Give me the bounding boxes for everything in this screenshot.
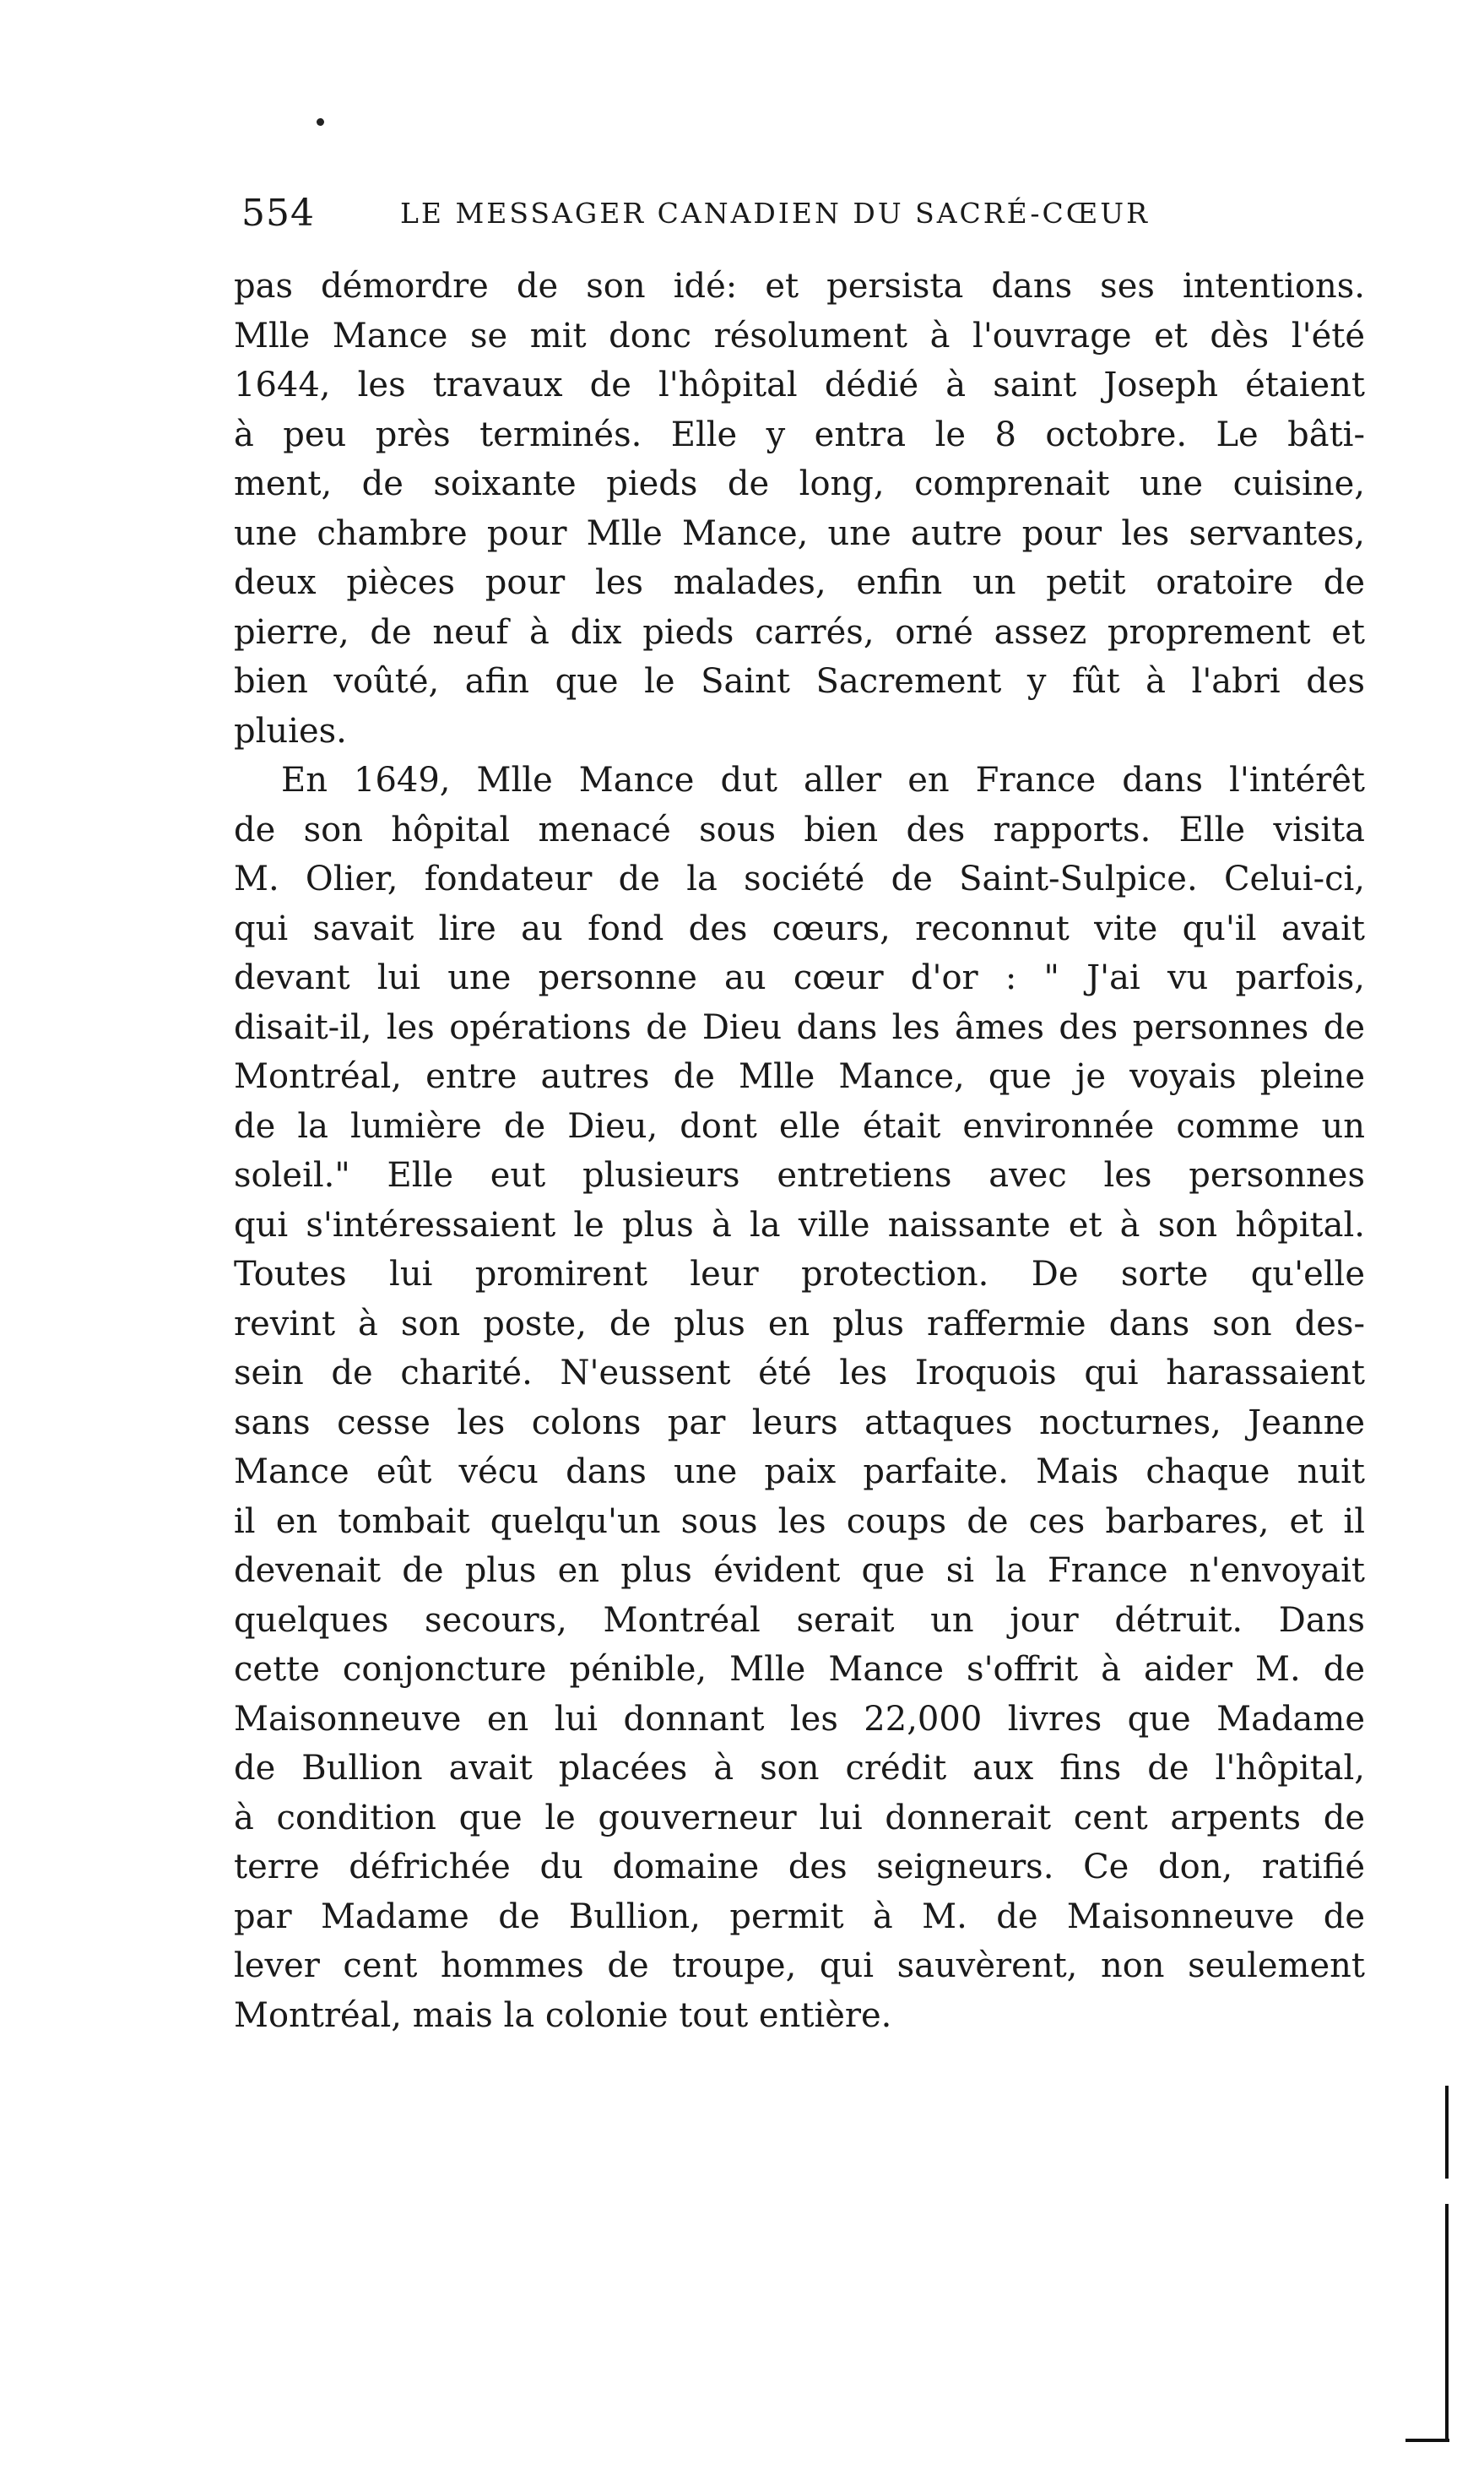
text-line: de la lumière de Dieu, dont elle était environnée comme un [234,1106,1365,1146]
text-line: disait-il, les opérations de Dieu dans les âmes des personnes de [234,1007,1365,1047]
text-line: quelques secours, Montréal serait un jour détruit. Dans [234,1600,1365,1640]
text-line: à peu près terminés. Elle y entra le 8 octobre. Le bâti- [234,415,1365,454]
text-line: sein de charité. N'eussent été les Iroquois qui harassaient [234,1354,1365,1392]
text-line: 1644, les travaux de l'hôpital dédié à saint Joseph étaient [234,366,1365,404]
text-line: pas démordre de son idé: et persista dans ses intentions. [234,267,1365,306]
text-line: devenait de plus en plus évident que si la France n'envoyait [234,1551,1365,1590]
text-line: M. Olier, fondateur de la société de Saint-Sulpice. Celui-ci, [234,860,1365,898]
text-line: de son hôpital menacé sous bien des rapports. Elle visita [234,810,1365,849]
margin-scan-mark [1445,2204,1449,2440]
text-line: devant lui une personne au cœur d'or : " J'ai vu parfois, [234,958,1365,997]
text-line: Mance eût vécu dans une paix parfaite. Mais chaque nuit [234,1452,1365,1491]
text-line: revint à son poste, de plus en plus raffermie dans son des- [234,1304,1365,1343]
text-line: pierre, de neuf à dix pieds carrés, orné assez proprement et [234,612,1365,652]
text-line: Mlle Mance se mit donc résolument à l'ouvrage et dès l'été [234,316,1365,355]
text-line: il en tombait quelqu'un sous les coups de ces barbares, et il [234,1501,1365,1541]
text-line: Maisonneuve en lui donnant les 22,000 livres que Madame [234,1699,1365,1739]
text-line: par Madame de Bullion, permit à M. de Maisonneuve de [234,1897,1365,1936]
page-header [241,184,1238,243]
paragraph-end-line: pluies. [234,711,347,751]
running-title: LE MESSAGER CANADIEN DU SACRÉ-CŒUR [400,197,1150,230]
text-line: soleil." Elle eut plusieurs entretiens avec les personnes [234,1156,1365,1195]
page-number: 554 [241,192,315,235]
text-line: ment, de soixante pieds de long, comprenait une cuisine, [234,464,1365,503]
text-line: lever cent hommes de troupe, qui sauvèrent, non seulement [234,1946,1365,1985]
margin-scan-mark [1445,2086,1449,2179]
text-line: Montréal, entre autres de Mlle Mance, que je voyais pleine [234,1057,1365,1096]
body-text [234,262,1365,2040]
paragraph-start-line: En 1649, Mlle Mance dut aller en France dans l'intérêt [281,761,1365,800]
text-line: qui s'intéressaient le plus à la ville naissante et à son hôpital. [234,1205,1365,1245]
text-line: terre défrichée du domaine des seigneurs. Ce don, ratifié [234,1848,1365,1886]
text-line: qui savait lire au fond des cœurs, reconnut vite qu'il avait [234,909,1365,948]
text-line: bien voûté, afin que le Saint Sacrement y fût à l'abri des [234,662,1365,701]
text-line: deux pièces pour les malades, enfin un petit oratoire de [234,563,1365,602]
text-line: sans cesse les colons par leurs attaques nocturnes, Jeanne [234,1403,1365,1442]
text-line: à condition que le gouverneur lui donnerait cent arpents de [234,1798,1365,1837]
text-line: une chambre pour Mlle Mance, une autre pour les servantes, [234,513,1365,553]
margin-scan-mark [1405,2439,1449,2442]
text-line: Toutes lui promirent leur protection. De sorte qu'elle [234,1255,1365,1294]
paragraph-end-line: Montréal, mais la colonie tout entière. [234,1995,892,2035]
text-line: cette conjoncture pénible, Mlle Mance s'offrit à aider M. de [234,1650,1365,1689]
ink-dot [317,118,324,126]
text-line: de Bullion avait placées à son crédit aux fins de l'hôpital, [234,1749,1365,1788]
